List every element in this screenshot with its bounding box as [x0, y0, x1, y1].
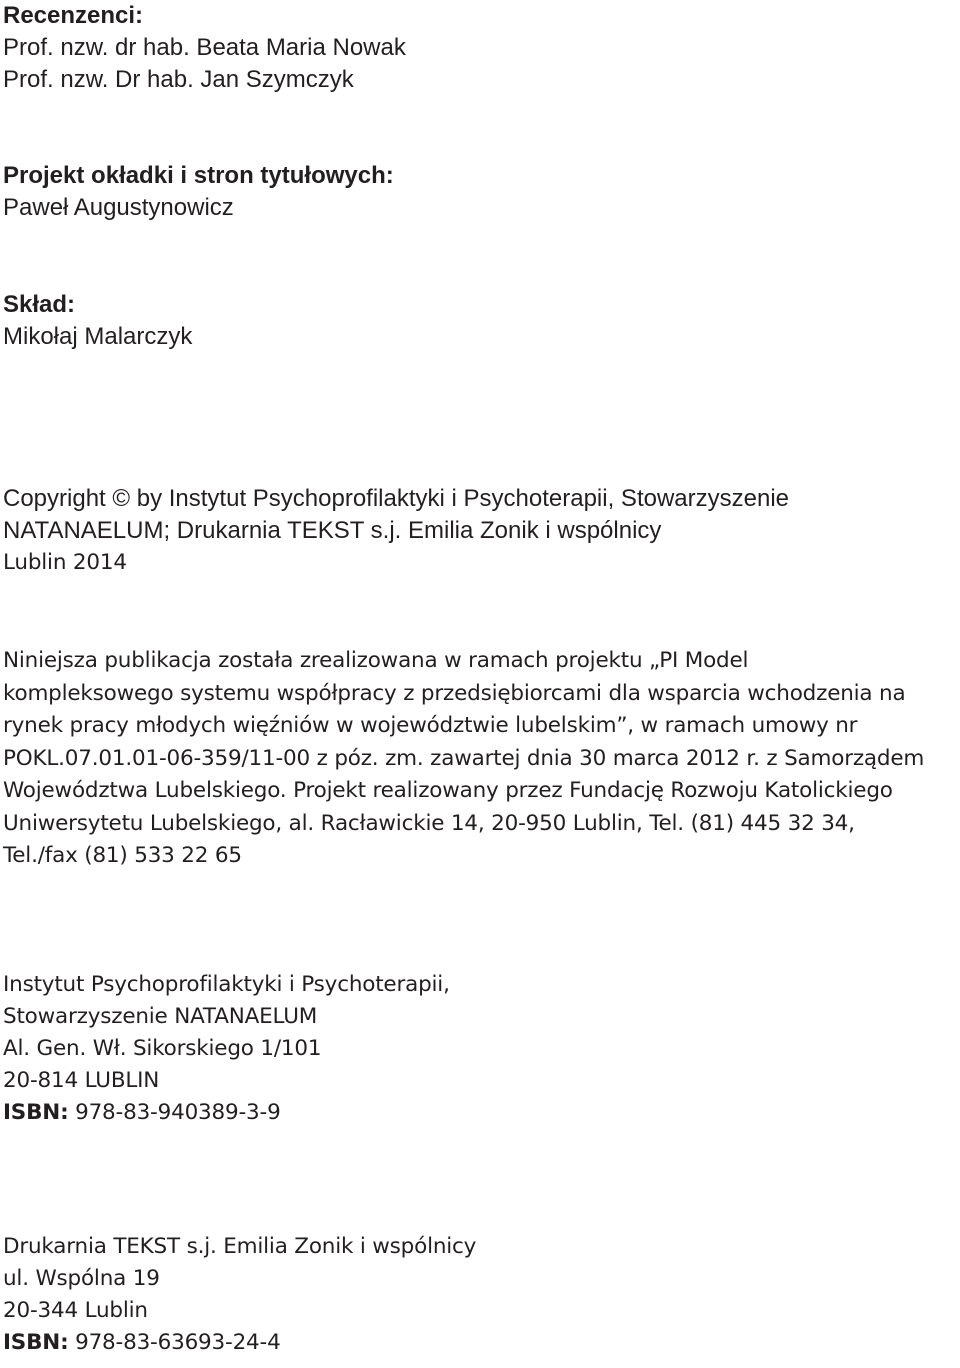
- institute-address-line: Al. Gen. Wł. Sikorskiego 1/101: [3, 1036, 322, 1061]
- project-note-line: Niniejsza publikacja została zrealizowana w ramach projektu „PI Model: [3, 648, 749, 673]
- isbn-value: 978-83-63693-24-4: [68, 1330, 281, 1355]
- cover-design-heading: Projekt okładki i stron tytułowych:: [3, 162, 394, 189]
- reviewer-name: Prof. nzw. Dr hab. Jan Szymczyk: [3, 66, 354, 93]
- typesetting-heading: Skład:: [3, 291, 76, 318]
- typesetter-name: Mikołaj Malarczyk: [3, 323, 193, 350]
- copyright-section: [3, 483, 789, 579]
- reviewers-section: [3, 0, 406, 96]
- copyright-line: NATANAELUM; Drukarnia TEKST s.j. Emilia Zonik i wspólnicy: [3, 517, 662, 544]
- printer-address-line: 20-344 Lublin: [3, 1298, 148, 1323]
- project-note-line: rynek pracy młodych więźniów w województwie lubelskim”, w ramach umowy nr: [3, 713, 858, 738]
- project-note-line: Tel./fax (81) 533 22 65: [3, 843, 242, 868]
- printer-address-section: [3, 1231, 476, 1359]
- institute-address-line: 20-814 LUBLIN: [3, 1068, 160, 1093]
- reviewer-name: Prof. nzw. dr hab. Beata Maria Nowak: [3, 34, 406, 61]
- printer-address-line: ul. Wspólna 19: [3, 1266, 160, 1291]
- project-note-line: Uniwersytetu Lubelskiego, al. Racławickie 14, 20-950 Lublin, Tel. (81) 445 32 34,: [3, 810, 855, 836]
- project-note-line: Województwa Lubelskiego. Projekt realizowany przez Fundację Rozwoju Katolickiego: [3, 778, 893, 803]
- institute-address-line: Stowarzyszenie NATANAELUM: [3, 1004, 318, 1029]
- cover-design-section: [3, 160, 394, 224]
- printer-address-line: Drukarnia TEKST s.j. Emilia Zonik i wspólnicy: [3, 1234, 477, 1259]
- project-note-line: kompleksowego systemu współpracy z przedsiębiorcami dla wsparcia wchodzenia na: [3, 680, 906, 706]
- institute-address-section: [3, 969, 450, 1129]
- cover-designer-name: Paweł Augustynowicz: [3, 194, 234, 221]
- typesetting-section: [3, 289, 192, 353]
- isbn-label: ISBN:: [3, 1330, 69, 1355]
- institute-isbn: [3, 1097, 450, 1129]
- project-note-line: POKL.07.01.01-06-359/11-00 z póz. zm. zawartej dnia 30 marca 2012 r. z Samorządem: [3, 745, 925, 771]
- reviewers-heading: Recenzenci:: [3, 2, 144, 29]
- project-note-section: [3, 645, 924, 873]
- printer-isbn: [3, 1327, 476, 1359]
- isbn-label: ISBN:: [3, 1100, 69, 1125]
- publication-place-year: Lublin 2014: [3, 550, 127, 575]
- institute-address-line: Instytut Psychoprofilaktyki i Psychoterapii,: [3, 972, 450, 997]
- isbn-value: 978-83-940389-3-9: [68, 1100, 281, 1125]
- copyright-line: Copyright © by Instytut Psychoprofilaktyki i Psychoterapii, Stowarzyszenie: [3, 485, 789, 512]
